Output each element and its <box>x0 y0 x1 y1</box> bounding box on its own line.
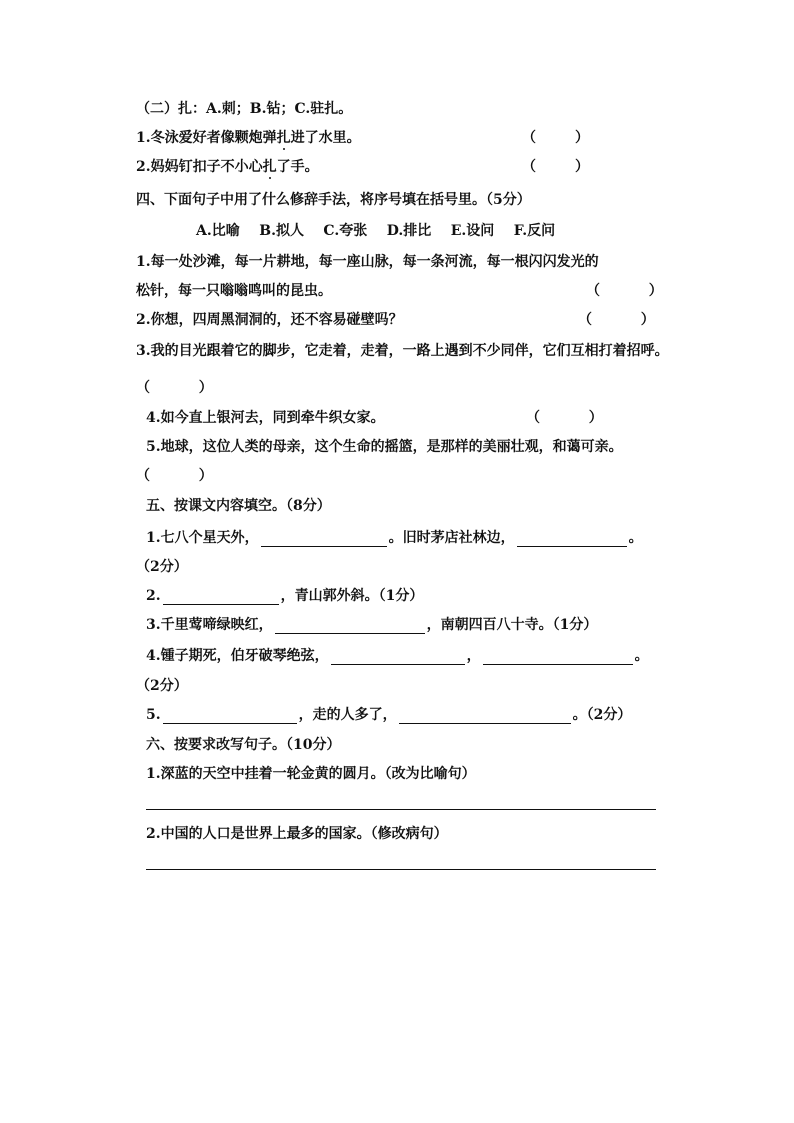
question-4-1a: 1.每一处沙滩，每一片耕地，每一座山脉，每一条河流，每一根闪闪发光的 <box>136 254 599 270</box>
question-4-4: 4.如今直上银河去，同到牵牛织女家。 <box>146 410 385 426</box>
answer-paren[interactable]: （ ） <box>522 159 589 175</box>
answer-line[interactable] <box>146 809 656 810</box>
question-text: ，青山郭外斜。（1分） <box>280 588 424 604</box>
question-2-2 <box>136 158 319 176</box>
question-text: 2. <box>146 588 161 604</box>
section-2-header: （二）扎：A.刺；B.钻；C.驻扎。 <box>136 101 353 117</box>
question-2-1 <box>136 129 361 147</box>
question-5-2 <box>146 587 423 605</box>
question-text: ，走的人多了， <box>298 707 397 723</box>
question-text: 1.冬泳爱好者像颗炮弹 <box>136 130 277 146</box>
question-6-2: 2.中国的人口是世界上最多的国家。（修改病句） <box>146 826 448 842</box>
question-4-3: 3.我的目光跟着它的脚步，它走着，走着，一路上遇到不少同伴，它们互相打着招呼。 <box>136 343 669 359</box>
question-4-1b: 松针，每一只嗡嗡鸣叫的昆虫。 <box>136 283 332 299</box>
fill-blank[interactable] <box>163 709 297 724</box>
question-4-5: 5.地球，这位人类的母亲，这个生命的摇篮，是那样的美丽壮观，和蔼可亲。 <box>146 439 623 455</box>
question-text: 进了水里。 <box>290 130 361 146</box>
section-4-title: 四、下面句子中用了什么修辞手法，将序号填在括号里。（5分） <box>136 192 531 208</box>
question-text: 1.七八个星天外， <box>146 530 259 546</box>
section-5-title: 五、按课文内容填空。（8分） <box>146 498 331 514</box>
question-text: 。 <box>634 648 649 664</box>
question-5-3 <box>146 616 597 634</box>
dotted-char: 扎 <box>276 130 291 146</box>
answer-paren[interactable]: （ ） <box>586 283 663 299</box>
fill-blank[interactable] <box>261 532 387 547</box>
answer-paren[interactable]: （ ） <box>136 380 213 396</box>
question-text: 4.锺子期死，伯牙破琴绝弦， <box>146 648 329 664</box>
question-text: ， <box>466 648 481 664</box>
section-6-title: 六、按要求改写句子。（10分） <box>146 737 341 753</box>
question-text: 了手。 <box>276 159 319 175</box>
answer-line[interactable] <box>146 869 656 870</box>
question-5-5 <box>146 706 631 724</box>
question-5-4 <box>146 647 649 665</box>
fill-blank[interactable] <box>483 650 633 665</box>
score-label: （2分） <box>136 559 188 575</box>
rhetoric-options: A.比喻 B.拟人 C.夸张 D.排比 E.设问 F.反问 <box>196 223 556 239</box>
fill-blank[interactable] <box>399 709 571 724</box>
question-text: 3.千里莺啼绿映红， <box>146 617 273 633</box>
fill-blank[interactable] <box>275 619 425 634</box>
question-text: 。 <box>628 530 643 546</box>
fill-blank[interactable] <box>517 532 627 547</box>
question-text: 5. <box>146 707 161 723</box>
answer-paren[interactable]: （ ） <box>522 130 589 146</box>
question-text: 2.妈妈钉扣子不小心 <box>136 159 263 175</box>
question-text: ，南朝四百八十寺。（1分） <box>426 617 598 633</box>
question-4-2: 2.你想，四周黑洞洞的，还不容易碰壁吗？ <box>136 312 403 328</box>
answer-paren[interactable]: （ ） <box>136 468 213 484</box>
fill-blank[interactable] <box>163 590 279 605</box>
dotted-char: 扎 <box>262 159 277 175</box>
question-6-1: 1.深蓝的天空中挂着一轮金黄的圆月。（改为比喻句） <box>146 766 476 782</box>
question-text: 。旧时茅店社林边， <box>388 530 515 546</box>
fill-blank[interactable] <box>331 650 465 665</box>
score-label: （2分） <box>136 678 188 694</box>
question-5-1 <box>146 529 643 547</box>
answer-paren[interactable]: （ ） <box>526 410 603 426</box>
answer-paren[interactable]: （ ） <box>578 312 655 328</box>
question-text: 。（2分） <box>572 707 632 723</box>
